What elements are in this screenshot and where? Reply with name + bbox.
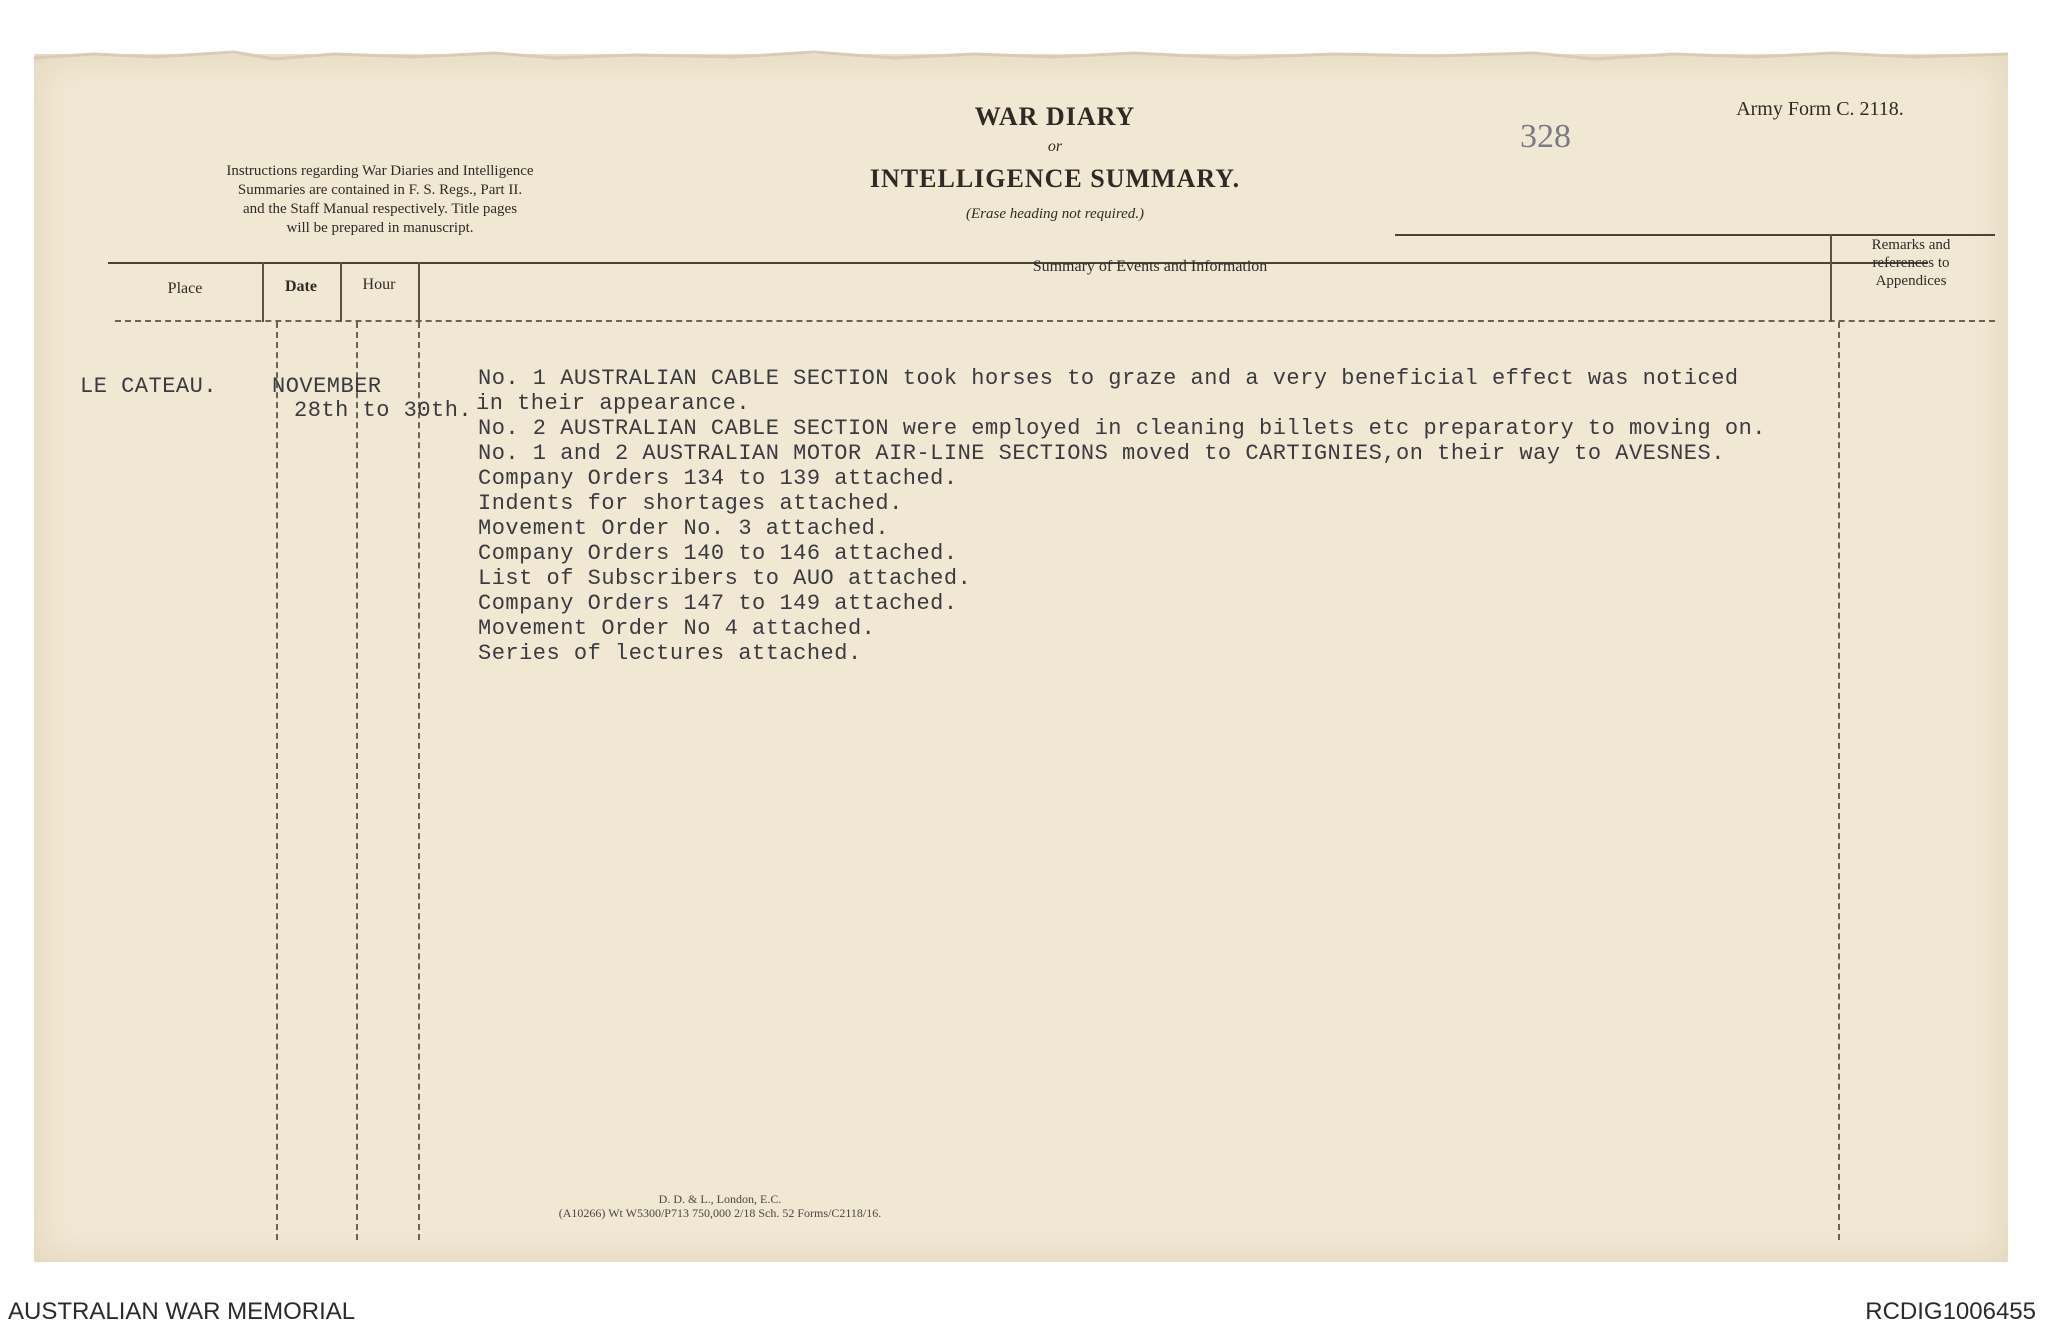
column-head-date: Date bbox=[285, 278, 317, 295]
entry-summary bbox=[478, 366, 1766, 666]
column-divider bbox=[356, 322, 358, 1240]
summary-line: No. 2 AUSTRALIAN CABLE SECTION were employed in cleaning billets etc preparatory to moving on. bbox=[478, 416, 1767, 441]
summary-line: Indents for shortages attached. bbox=[478, 491, 903, 516]
column-head-summary: Summary of Events and Information bbox=[1032, 258, 1268, 275]
archive-credit: AUSTRALIAN WAR MEMORIAL bbox=[8, 1298, 356, 1325]
remarks-line: references to bbox=[1872, 255, 1950, 271]
header-bottom-rule bbox=[115, 320, 1995, 322]
column-divider bbox=[418, 262, 420, 322]
instructions-line: Summaries are contained in F. S. Regs., Part II. bbox=[237, 182, 523, 198]
column-divider bbox=[276, 322, 278, 1240]
summary-line: in their appearance. bbox=[476, 391, 751, 416]
column-divider bbox=[418, 322, 420, 1240]
instructions-line: and the Staff Manual respectively. Title pages bbox=[242, 201, 518, 217]
entry-date-line2: 28th to 30th. bbox=[294, 398, 473, 423]
summary-line: Movement Order No. 3 attached. bbox=[478, 516, 890, 541]
summary-line: Company Orders 134 to 139 attached. bbox=[478, 466, 958, 491]
instructions-line: Instructions regarding War Diaries and Intelligence bbox=[226, 163, 534, 179]
column-divider bbox=[1830, 234, 1832, 322]
summary-line: Company Orders 140 to 146 attached. bbox=[478, 541, 958, 566]
column-divider bbox=[1838, 322, 1840, 1240]
summary-line: Series of lectures attached. bbox=[478, 641, 862, 666]
remarks-line: Appendices bbox=[1875, 273, 1947, 289]
diary-title: WAR DIARY bbox=[974, 102, 1136, 131]
summary-line: List of Subscribers to AUO attached. bbox=[478, 566, 972, 591]
entry-place: LE CATEAU. bbox=[80, 374, 218, 399]
diary-subtitle: INTELLIGENCE SUMMARY. bbox=[869, 164, 1241, 193]
summary-line: Movement Order No 4 attached. bbox=[478, 616, 876, 641]
summary-line: No. 1 AUSTRALIAN CABLE SECTION took horses to graze and a very beneficial effect was noticed bbox=[478, 366, 1739, 391]
erase-note: (Erase heading not required.) bbox=[965, 206, 1145, 222]
printer-line: (A10266) Wt W5300/P713 750,000 2/18 Sch. 52 Forms/C2118/16. bbox=[558, 1206, 882, 1220]
summary-line: No. 1 and 2 AUSTRALIAN MOTOR AIR-LINE SECTIONS moved to CARTIGNIES,on their way to AVESNES. bbox=[478, 441, 1725, 466]
page-number: 328 bbox=[1520, 118, 1571, 155]
entry-date-line1: NOVEMBER bbox=[272, 374, 382, 399]
form-number: Army Form C. 2118. bbox=[1736, 98, 1904, 120]
or-label: or bbox=[1047, 138, 1063, 155]
column-divider bbox=[340, 262, 342, 322]
column-head-remarks bbox=[1838, 236, 1984, 290]
summary-line: Company Orders 147 to 149 attached. bbox=[478, 591, 958, 616]
instructions-line: will be prepared in manuscript. bbox=[286, 220, 474, 236]
column-divider bbox=[262, 262, 264, 322]
printer-line: D. D. & L., London, E.C. bbox=[658, 1192, 782, 1206]
column-head-place: Place bbox=[167, 280, 203, 297]
remarks-line: Remarks and bbox=[1871, 237, 1951, 253]
column-head-hour: Hour bbox=[362, 276, 396, 293]
archive-id: RCDIG1006455 bbox=[1865, 1298, 2036, 1325]
torn-edge bbox=[34, 48, 2008, 62]
